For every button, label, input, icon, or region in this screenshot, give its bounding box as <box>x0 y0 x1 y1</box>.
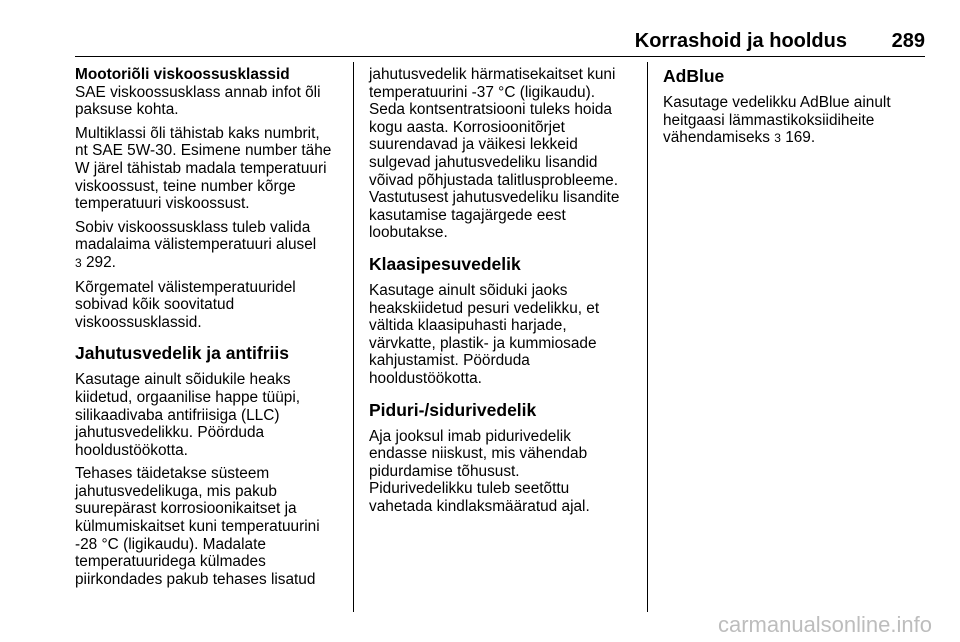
adblue-paragraph-1 <box>663 94 925 148</box>
washer-paragraph-1: Kasutage ainult sõiduki jaoks heakskiidetud pesuri vedelikku, et vältida klaasipuhasti harjade, värvkatte, plastik- ja kummiosade kahjustamist. Pöörduda hooldustöökotta. <box>369 281 600 387</box>
header-divider <box>75 56 925 57</box>
coolant-paragraph-1: Kasutage ainult sõidukile heaks kiidetud, orgaanilise happe tüüpi, silikaadivaba antifriisiga (LLC) jahutusvedelikku. Pöörduda hooldustöökotta. <box>75 371 301 459</box>
adblue-heading: AdBlue <box>663 66 725 86</box>
oil-viscosity-heading: Mootoriõli viskoossusklassid <box>75 66 290 83</box>
brake-fluid-heading: Piduri-/sidurivedelik <box>369 399 537 420</box>
page-ref-169[interactable]: 169. <box>785 129 816 147</box>
watermark: carmanualsonline.info <box>717 612 932 637</box>
column-3 <box>663 66 925 154</box>
oil-paragraph-1: SAE viskoossusklass annab infot õli paksuse kohta. <box>75 83 321 119</box>
coolant-continued: jahutusvedelik härmatisekaitset kuni temperatuurini -37 °C (ligikaudu). Seda kontsentratsiooni tuleks hoida kogu aasta. Korrosioonitõrjet suurendavad ja väikesi lekkeid sulgevad jahutusvedeliku lisandid võivad põhjustada talitlusprobleeme. Vastutusest jahutusvedeliku lisandite kasutamise tagajärgede eest loobutakse. <box>369 66 620 242</box>
page-title: Korrashoid ja hooldus <box>634 30 847 52</box>
coolant-heading: Jahutusvedelik ja antifriis <box>75 343 289 364</box>
page-number: 289 <box>891 30 925 52</box>
coolant-paragraph-2: Tehases täidetakse süsteem jahutusvedelikuga, mis pakub suurepärast korrosioonikaitset ja külmumiskaitset kuni temperatuurini -28 °C (ligikaudu). Madalate temperatuuridega külmades piirkondades pakub tehases lisatud <box>75 465 320 588</box>
oil-paragraph-3 <box>75 219 345 273</box>
column-divider-1 <box>353 62 354 612</box>
page-ref-arrow-icon: 3 <box>75 255 82 270</box>
page-ref-arrow-icon: 3 <box>774 131 781 146</box>
brake-paragraph-1: Aja jooksul imab pidurivedelik endasse niiskust, mis vähendab pidurdamise tõhusust. Pidurivedelikku tuleb seetõttu vahetada kindlaksmääratud ajal. <box>369 427 590 515</box>
page-ref-292[interactable]: 292. <box>85 253 116 271</box>
column-2 <box>369 66 637 521</box>
adblue-paragraph-1-text: Kasutage vedelikku AdBlue ainult heitgaasi lämmastikoksiidiheite vähendamiseks <box>663 94 891 147</box>
column-divider-2 <box>647 62 648 612</box>
page-header <box>75 28 925 54</box>
washer-fluid-heading: Klaasipesuvedelik <box>369 253 521 274</box>
oil-paragraph-3-text: Sobiv viskoossusklass tuleb valida madalaima välistemperatuuri alusel <box>75 218 317 254</box>
oil-paragraph-4: Kõrgematel välistemperatuuridel sobivad kõik soovitatud viskoossusklassid. <box>75 278 296 331</box>
oil-paragraph-2: Multiklassi õli tähistab kaks numbrit, nt SAE 5W-30. Esimene number tähe W järel tähistab madala temperatuuri viskoossust, teine number kõrge temperatuuri viskoossust. <box>75 124 332 213</box>
column-1 <box>75 66 345 588</box>
